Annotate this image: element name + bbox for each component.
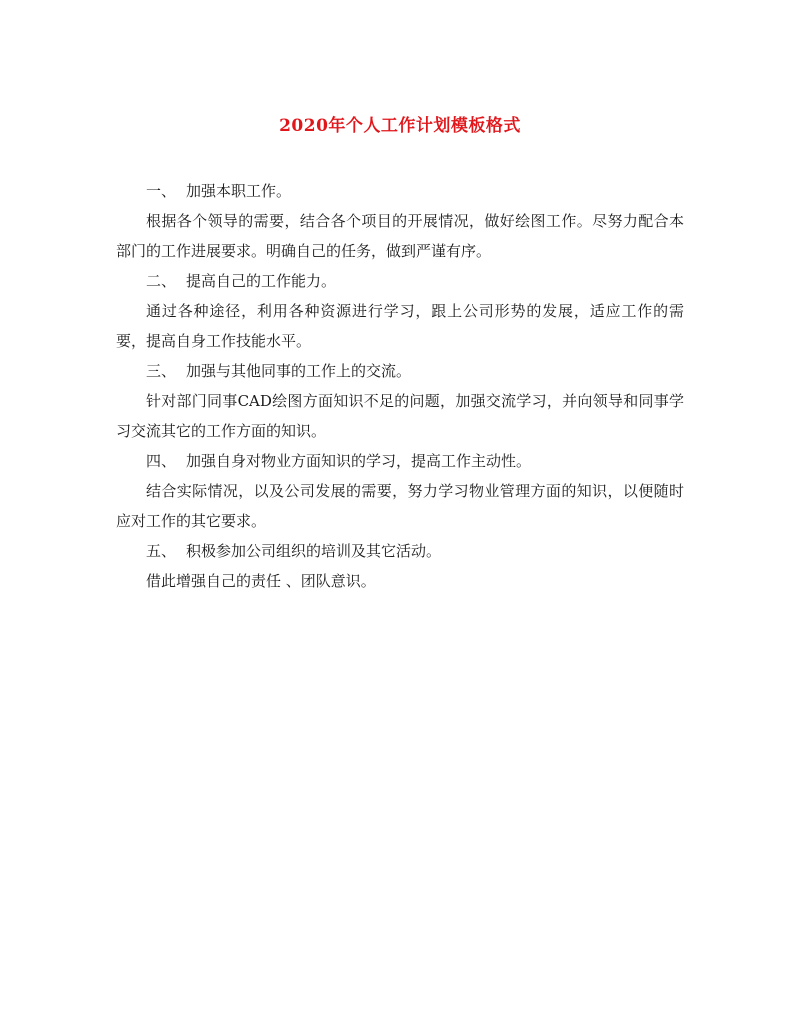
section-body-4: 结合实际情况，以及公司发展的需要，努力学习物业管理方面的知识，以便随时应对工作的其它要求。	[116, 482, 684, 530]
section-heading-5	[116, 536, 684, 566]
document-body	[116, 176, 684, 596]
section-heading-text-3: 加强与其他同事的工作上的交流。	[186, 362, 412, 380]
section-body-2: 通过各种途径，利用各种资源进行学习，跟上公司形势的发展，适应工作的需要，提高自身工作技能水平。	[116, 302, 684, 350]
section-body-1: 根据各个领导的需要，结合各个项目的开展情况，做好绘图工作。尽努力配合本部门的工作进展要求。明确自己的任务，做到严谨有序。	[116, 212, 684, 260]
section-number-5: 五、	[146, 542, 177, 560]
section-heading-text-4: 加强自身对物业方面知识的学习，提高工作主动性。	[186, 452, 532, 470]
section-heading-text-2: 提高自己的工作能力。	[186, 272, 337, 290]
document-title: 2020年个人工作计划模板格式	[279, 116, 521, 136]
section-heading-text-1: 加强本职工作。	[186, 182, 292, 200]
section-number-1: 一、	[146, 182, 177, 200]
section-number-4: 四、	[146, 452, 177, 470]
section-number-3: 三、	[146, 362, 177, 380]
section-heading-2	[116, 266, 684, 296]
section-heading-text-5: 积极参加公司组织的培训及其它活动。	[186, 542, 442, 560]
section-heading-1	[116, 176, 684, 206]
section-body-5: 借此增强自己的责任 、团队意识。	[146, 572, 376, 590]
section-body-3: 针对部门同事CAD绘图方面知识不足的问题，加强交流学习，并向领导和同事学习交流其它的工作方面的知识。	[116, 392, 684, 440]
section-number-2: 二、	[146, 272, 177, 290]
section-heading-3	[116, 356, 684, 386]
section-heading-4	[116, 446, 684, 476]
